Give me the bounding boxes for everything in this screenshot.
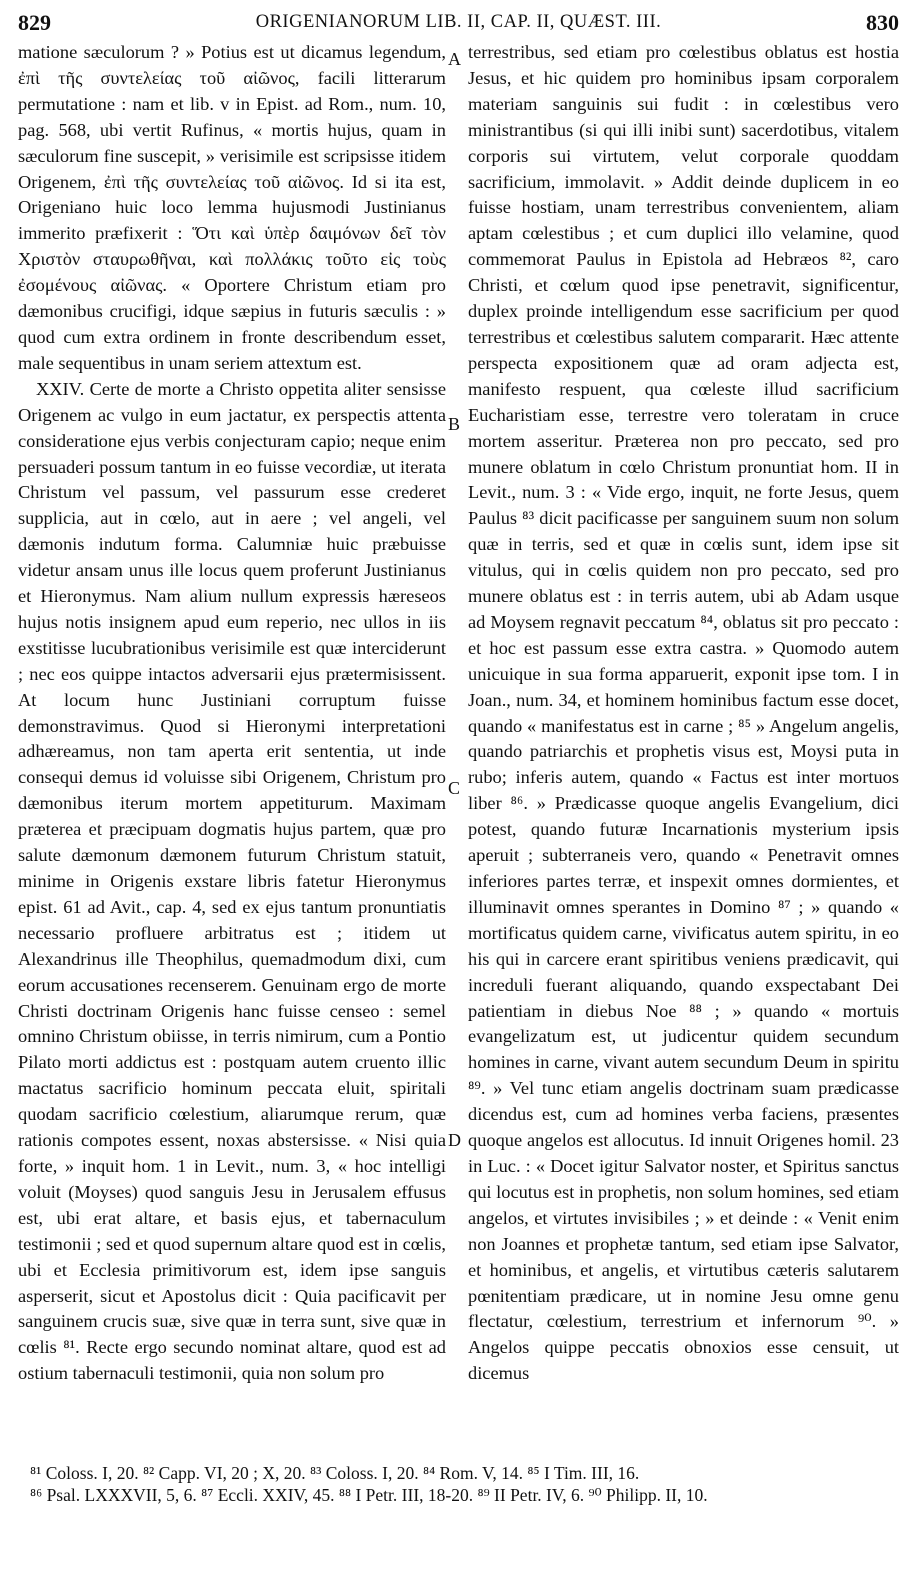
running-title: ORIGENIANORUM LIB. II, CAP. II, QUÆST. III.	[255, 12, 662, 32]
left-column	[18, 40, 446, 1387]
footnotes	[30, 1462, 899, 1506]
margin-marker-d: D	[448, 1130, 461, 1150]
page-header	[18, 4, 899, 38]
left-paragraph-1: matione sæculorum ? » Potius est ut dicamus legendum, ἐπὶ τῆς συντελείας τοῦ αἰῶνος, facili litterarum permutatione : nam et lib. v in Epist. ad Rom., num. 10, pag. 568, ubi vertit Rufinus, « mortis hujus, quam in sæculorum fine suscepit, » verisimile est scripsisse itidem Origenem, ἐπὶ τῆς συντελείας τοῦ αἰῶνος. Id si ita est, Origeniano huic loco lemma hujusmodi Justinianus immerito præfixerit : Ὅτι καὶ ὑπὲρ δαιμόνων δεῖ τὸν Χριστὸν σταυρωθῆναι, καὶ πολλάκις τοῦτο εἰς τοὺς ἐσομένους αἰῶνας. « Oportere Christum etiam pro dæmonibus crucifigi, idque sæpius in futuris sæculis : » quod cum extra ordinem in fronte describendum esset, male sequentibus in unam seriem attextum est.	[18, 42, 446, 373]
left-paragraph-2: XXIV. Certe de morte a Christo oppetita aliter sensisse Origenem ac vulgo in eum jactatur, ex perspectis attenta consideratione ejus verbis conjecturam capio; neque enim persuaderi possum tantum in eo fuisse vecordiæ, ut iterata Christum vel passum, vel passurum esse crederet supplicia, aut in cœlo, aut in aere ; vel angeli, vel dæmonis indutum forma. Calumniæ huic præbuisse videtur ansam unus ille locus quem proferunt Justinianus et Hieronymus. Nam alium nullum expressis hæreseos hujus notis insignem apud eum reperio, nec ullos in iis exstitisse lucubrationibus verisimile est quæ interciderunt ; nec eos quippe intactos adversarii ejus prætermisissent. At locum hunc Justiniani corruptum fuisse demonstravimus. Quod si Hieronymi interpretationi adhæreamus, non tam aperta erit sententia, ut inde consequi demus id voluisse sibi Origenem, Christum pro dæmonibus iterum mortem appetiturum. Maximam præterea et præcipuam dogmatis hujus partem, quæ pro salute dæmonum dæmonem futurum Christum statuit, minime in Origenis exstare libris fatetur Hieronymus epist. 61 ad Avit., cap. 4, sed ex ejus tantum pronuntiatis necessario profluere arbitratus est ; itidem ut Alexandrinus ille Theophilus, quemadmodum dixi, cum eorum accusationes recenserem. Genuinam ergo de morte Christi doctrinam Origenis hanc fuisse censeo : semel omnino Christum obiisse, in terris nimirum, cum a Pontio Pilato morti addictus est : postquam autem cruento illic mactatus sacrificio hominum peccata eluit, spiritali quodam sacrificio cœlestium, aliarumque rerum, quæ rationis compotes essent, noxas abstersisse. « Nisi quia forte, » inquit hom. 1 in Levit., num. 3, « hoc intelligi voluit (Moyses) quod sanguis Jesu in Jerusalem effusus est, ubi erat altare, et basis ejus, et tabernaculum testimonii ; sed et quod supernum altare quod est in cœlis, ubi et Ecclesia primitivorum est, idem ipse sanguis asperserit, sicut et Apostolus dicit : Quia pacificavit per sanguinem crucis suæ, sive quæ in terra sunt, sive quæ in cœlis ⁸¹. Recte ergo secundo nominat altare, quod est ad ostium tabernaculi testimonii, quia non solum pro	[18, 378, 446, 1384]
footnote-line-2: ⁸⁶ Psal. LXXXVII, 5, 6. ⁸⁷ Eccli. XXIV, 45. ⁸⁸ I Petr. III, 18-20. ⁸⁹ II Petr. IV, 6. ⁹⁰ Philipp. II, 10.	[30, 1485, 708, 1505]
page-number-right: 830	[866, 10, 899, 35]
footnote-line-1: ⁸¹ Coloss. I, 20. ⁸² Capp. VI, 20 ; X, 20. ⁸³ Coloss. I, 20. ⁸⁴ Rom. V, 14. ⁸⁵ I Tim. III, 16.	[30, 1463, 640, 1483]
page-number-left: 829	[18, 10, 51, 35]
margin-marker-b: B	[448, 414, 461, 434]
right-paragraph-1: terrestribus, sed etiam pro cœlestibus oblatus est hostia Jesus, et hic quidem pro hominibus ipsam corporalem materiam sanguinis sui fudit : in cœlestibus vero ministrantibus (si qui illi inibi sunt) sacerdotibus, vitalem corporis sui virtutem, velut corporale quoddam sacrificium, immolavit. » Addit deinde duplicem in eo fuisse hostiam, unam terrestribus convenientem, aliam aptam cœlestibus ; et cum duplici illo velamine, quod commemorat Paulus in Epistola ad Hebræos ⁸², caro Christi, et cœlum quod ipse penetravit, significentur, duplex proinde intelligendum esse sacrificium per quod terrestribus et cœlestibus salutem compararit. Hæc attente perspecta expositionem quæ ad oram adjecta est, manifesto respuent, qua cœleste illud sacrificium Eucharistiam esse, terrestre vero toleratam in cruce mortem asseritur. Præterea non pro peccato, sed pro munere oblatum in cœlo Christum pronuntiat hom. II in Levit., num. 3 : « Vide ergo, inquit, ne forte Jesus, quem Paulus ⁸³ dicit pacificasse per sanguinem suum non solum quæ in terris, sed et quæ in cœlis sunt, idem ipse sit vitulus, qui in cœlis quidem non pro peccato, sed pro munere oblatus est : in terris autem, ubi ab Adam usque ad Moysem regnavit peccatum ⁸⁴, oblatus sit pro peccato : et hoc est passum esse extra castra. » Quomodo autem unicuique in sua forma apparuerit, exponit ipse tom. I in Joan., num. 34, et hominem hominibus factum esse docet, quando « manifestatus est in carne ; ⁸⁵ » Angelum angelis, quando patriarchis et prophetis visus est, Moysi puta in rubo; inferis autem, quando « Factus est inter mortuos liber ⁸⁶. » Prædicasse quoque angelis Evangelium, dici potest, quando futuræ Incarnationis mysterium ipsis aperuit ; subterraneis vero, quando « Penetravit omnes inferiores partes terræ, et inspexit omnes dormientes, et illuminavit omnes sperantes in Domino ⁸⁷ ; » quando « mortificatus quidem carne, vivificatus autem spiritu, in eo his qui in carcere erant spiritibus veniens prædicavit, qui increduli fuerant aliquando, quando exspectabant Dei patientiam in diebus Noe ⁸⁸ ; » quando « mortuis evangelizatum est, ut judicentur quidem secundum homines in carne, vivant autem secundum Deum in spiritu ⁸⁹. » Vel tunc etiam angelis doctrinam suam prædicasse dicendus est, cum ad homines verba faciens, præsentes quoque angelos est allocutus. Id innuit Origenes homil. 23 in Luc. : « Docet igitur Salvator noster, et Spiritus sanctus qui locutus est in prophetis, non solum homines, sed etiam angelos, et virtutes invisibiles ; » et deinde : « Venit enim non Joannes et prophetæ tantum, sed etiam ipse Salvator, et hominibus, et angelis, et virtutibus cæteris salutarem pœnitentiam prædicare, ut in nomine Jesu omne genu flectatur, cœlestium, terrestrium et infernorum ⁹⁰. » Angelos quippe peccatis obnoxios esse censuit, ut dicemus	[468, 42, 899, 1384]
right-column	[468, 40, 899, 1387]
margin-marker-c: C	[448, 778, 461, 798]
margin-marker-a: A	[448, 49, 461, 69]
